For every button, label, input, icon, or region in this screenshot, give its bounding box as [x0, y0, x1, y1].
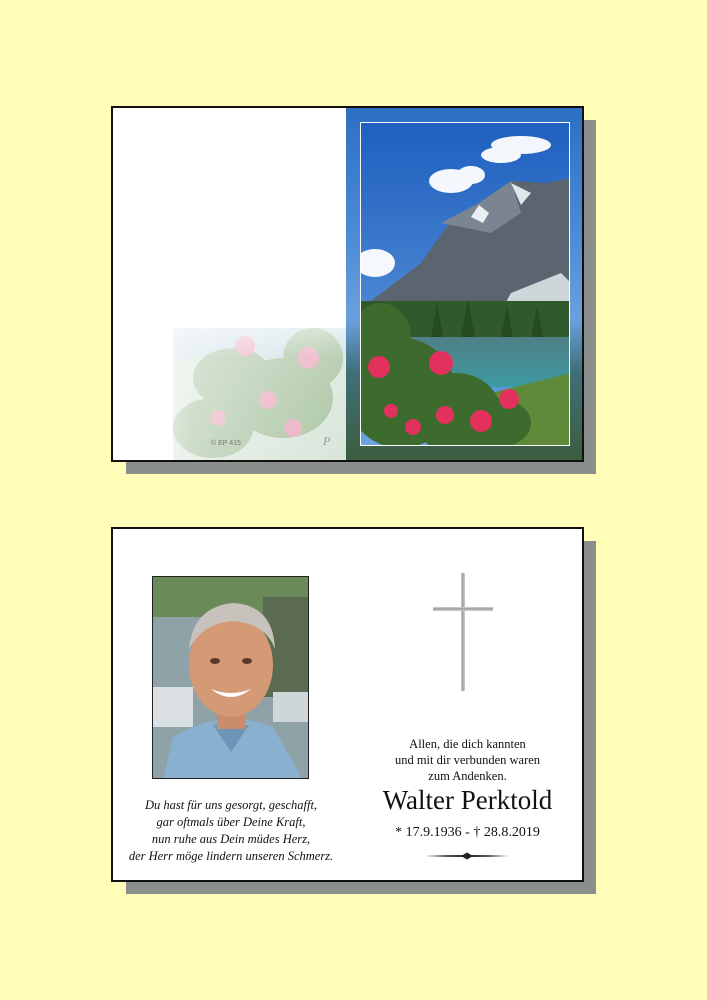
- cross-icon: [433, 573, 493, 691]
- dedication-line: zum Andenken.: [428, 769, 507, 783]
- landscape-photo: [360, 122, 570, 446]
- mountain-lake-illustration: [361, 123, 570, 446]
- dedication-text: [349, 736, 584, 784]
- life-dates: * 17.9.1936 - † 28.8.2019: [395, 825, 540, 840]
- ornament-divider-icon: [425, 851, 509, 861]
- portrait-photo: [152, 576, 309, 779]
- front-card: [111, 106, 584, 462]
- copyright-label: © EP 415: [211, 440, 241, 447]
- dedication-line: und mit dir verbunden waren: [394, 753, 541, 767]
- poem-line: nun ruhe aus Dein müdes Herz,: [151, 832, 311, 846]
- artist-mark: P: [323, 434, 331, 448]
- deceased-name: Walter Perktold: [382, 785, 553, 815]
- landscape-photo-panel: [346, 108, 584, 460]
- back-card: [111, 527, 584, 882]
- poem-line: Du hast für uns gesorgt, geschafft,: [144, 798, 318, 812]
- dedication-line: Allen, die dich kannten: [409, 737, 526, 751]
- poem-line: gar oftmals über Deine Kraft,: [156, 815, 306, 829]
- faded-flower-scene: [113, 288, 346, 460]
- poem: [113, 797, 349, 865]
- portrait-illustration: [153, 577, 309, 779]
- poem-line: der Herr möge lindern unseren Schmerz.: [128, 849, 334, 863]
